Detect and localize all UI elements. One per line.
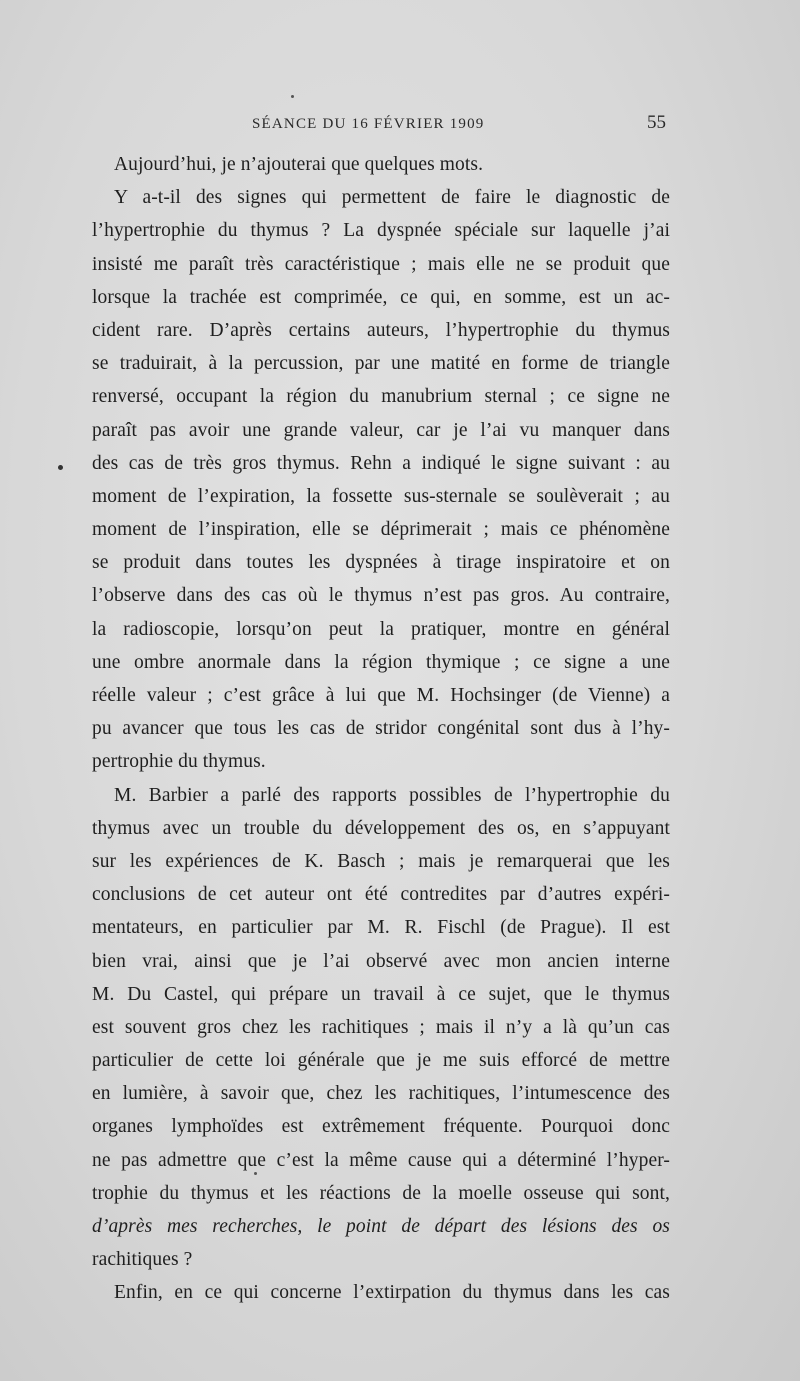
text-line: moment de l’inspiration, elle se déprimerait ; mais ce phénomène <box>92 519 670 541</box>
text-line: M. Barbier a parlé des rapports possibles de l’hypertrophie du <box>114 784 670 806</box>
running-title: SÉANCE DU 16 FÉVRIER 1909 <box>252 116 485 132</box>
text-line: paraît pas avoir une grande valeur, car je l’ai vu manquer dans <box>92 419 670 441</box>
text-line: Enfin, en ce qui concerne l’extirpation du thymus dans les cas <box>114 1282 670 1304</box>
text-line: en lumière, à savoir que, chez les rachitiques, l’intumescence des <box>92 1083 670 1105</box>
text-line: sur les expériences de K. Basch ; mais je remarquerai que les <box>92 850 670 872</box>
text-line: réelle valeur ; c’est grâce à lui que M. Hochsinger (de Vienne) a <box>92 685 670 706</box>
text-line: thymus avec un trouble du développement des os, en s’appuyant <box>92 817 670 839</box>
text-line: Y a-t-il des signes qui permettent de faire le diagnostic de <box>114 187 670 209</box>
page-number: 55 <box>647 112 666 133</box>
text-line: cident rare. D’après certains auteurs, l’hypertrophie du thymus <box>92 319 670 341</box>
text-line: M. Du Castel, qui prépare un travail à ce sujet, que le thymus <box>92 983 670 1005</box>
text-line: organes lymphoïdes est extrêmement fréquente. Pourquoi donc <box>92 1116 670 1138</box>
text-line: rachitiques ? <box>92 1249 193 1271</box>
text-line: moment de l’expiration, la fossette sus-sternale se soulèverait ; au <box>92 485 670 507</box>
text-line-italic: d’après mes recherches, le point de départ des lésions des os <box>92 1216 670 1237</box>
text-line: insisté me paraît très caractéristique ; mais elle ne se produit que <box>92 253 670 275</box>
text-line: conclusions de cet auteur ont été contredites par d’autres expéri- <box>92 884 670 906</box>
text-line: une ombre anormale dans la région thymique ; ce signe a une <box>92 651 670 673</box>
text-line: des cas de très gros thymus. Rehn a indiqué le signe suivant : au <box>92 452 670 474</box>
text-line: pu avancer que tous les cas de stridor congénital sont dus à l’hy- <box>92 718 670 740</box>
text-line: se traduirait, à la percussion, par une matité en forme de triangle <box>92 353 670 375</box>
text-line: mentateurs, en particulier par M. R. Fischl (de Prague). Il est <box>92 917 670 939</box>
text-line: trophie du thymus et les réactions de la moelle osseuse qui sont, <box>92 1182 670 1204</box>
margin-mark <box>58 465 63 470</box>
text-line: ne pas admettre que c’est la même cause qui a déterminé l’hyper- <box>92 1149 670 1171</box>
text-line: l’hypertrophie du thymus ? La dyspnée spéciale sur laquelle j’ai <box>92 220 670 242</box>
text-line: Aujourd’hui, je n’ajouterai que quelques mots. <box>114 154 484 175</box>
text-line: la radioscopie, lorsqu’on peut la pratiquer, montre en général <box>92 618 670 640</box>
body-text <box>92 148 670 1310</box>
running-header <box>0 112 800 140</box>
text-line: renversé, occupant la région du manubrium sternal ; ce signe ne <box>92 386 670 408</box>
text-line: lorsque la trachée est comprimée, ce qui, en somme, est un ac- <box>92 286 670 308</box>
text-line: l’observe dans des cas où le thymus n’est pas gros. Au contraire, <box>92 585 670 607</box>
text-line: est souvent gros chez les rachitiques ; mais il n’y a là qu’un cas <box>92 1016 670 1038</box>
print-speck <box>291 95 294 98</box>
text-line: bien vrai, ainsi que je l’ai observé avec mon ancien interne <box>92 950 670 972</box>
text-line: se produit dans toutes les dyspnées à tirage inspiratoire et on <box>92 552 670 574</box>
text-line: pertrophie du thymus. <box>92 751 266 773</box>
text-line: particulier de cette loi générale que je me suis efforcé de mettre <box>92 1050 670 1072</box>
